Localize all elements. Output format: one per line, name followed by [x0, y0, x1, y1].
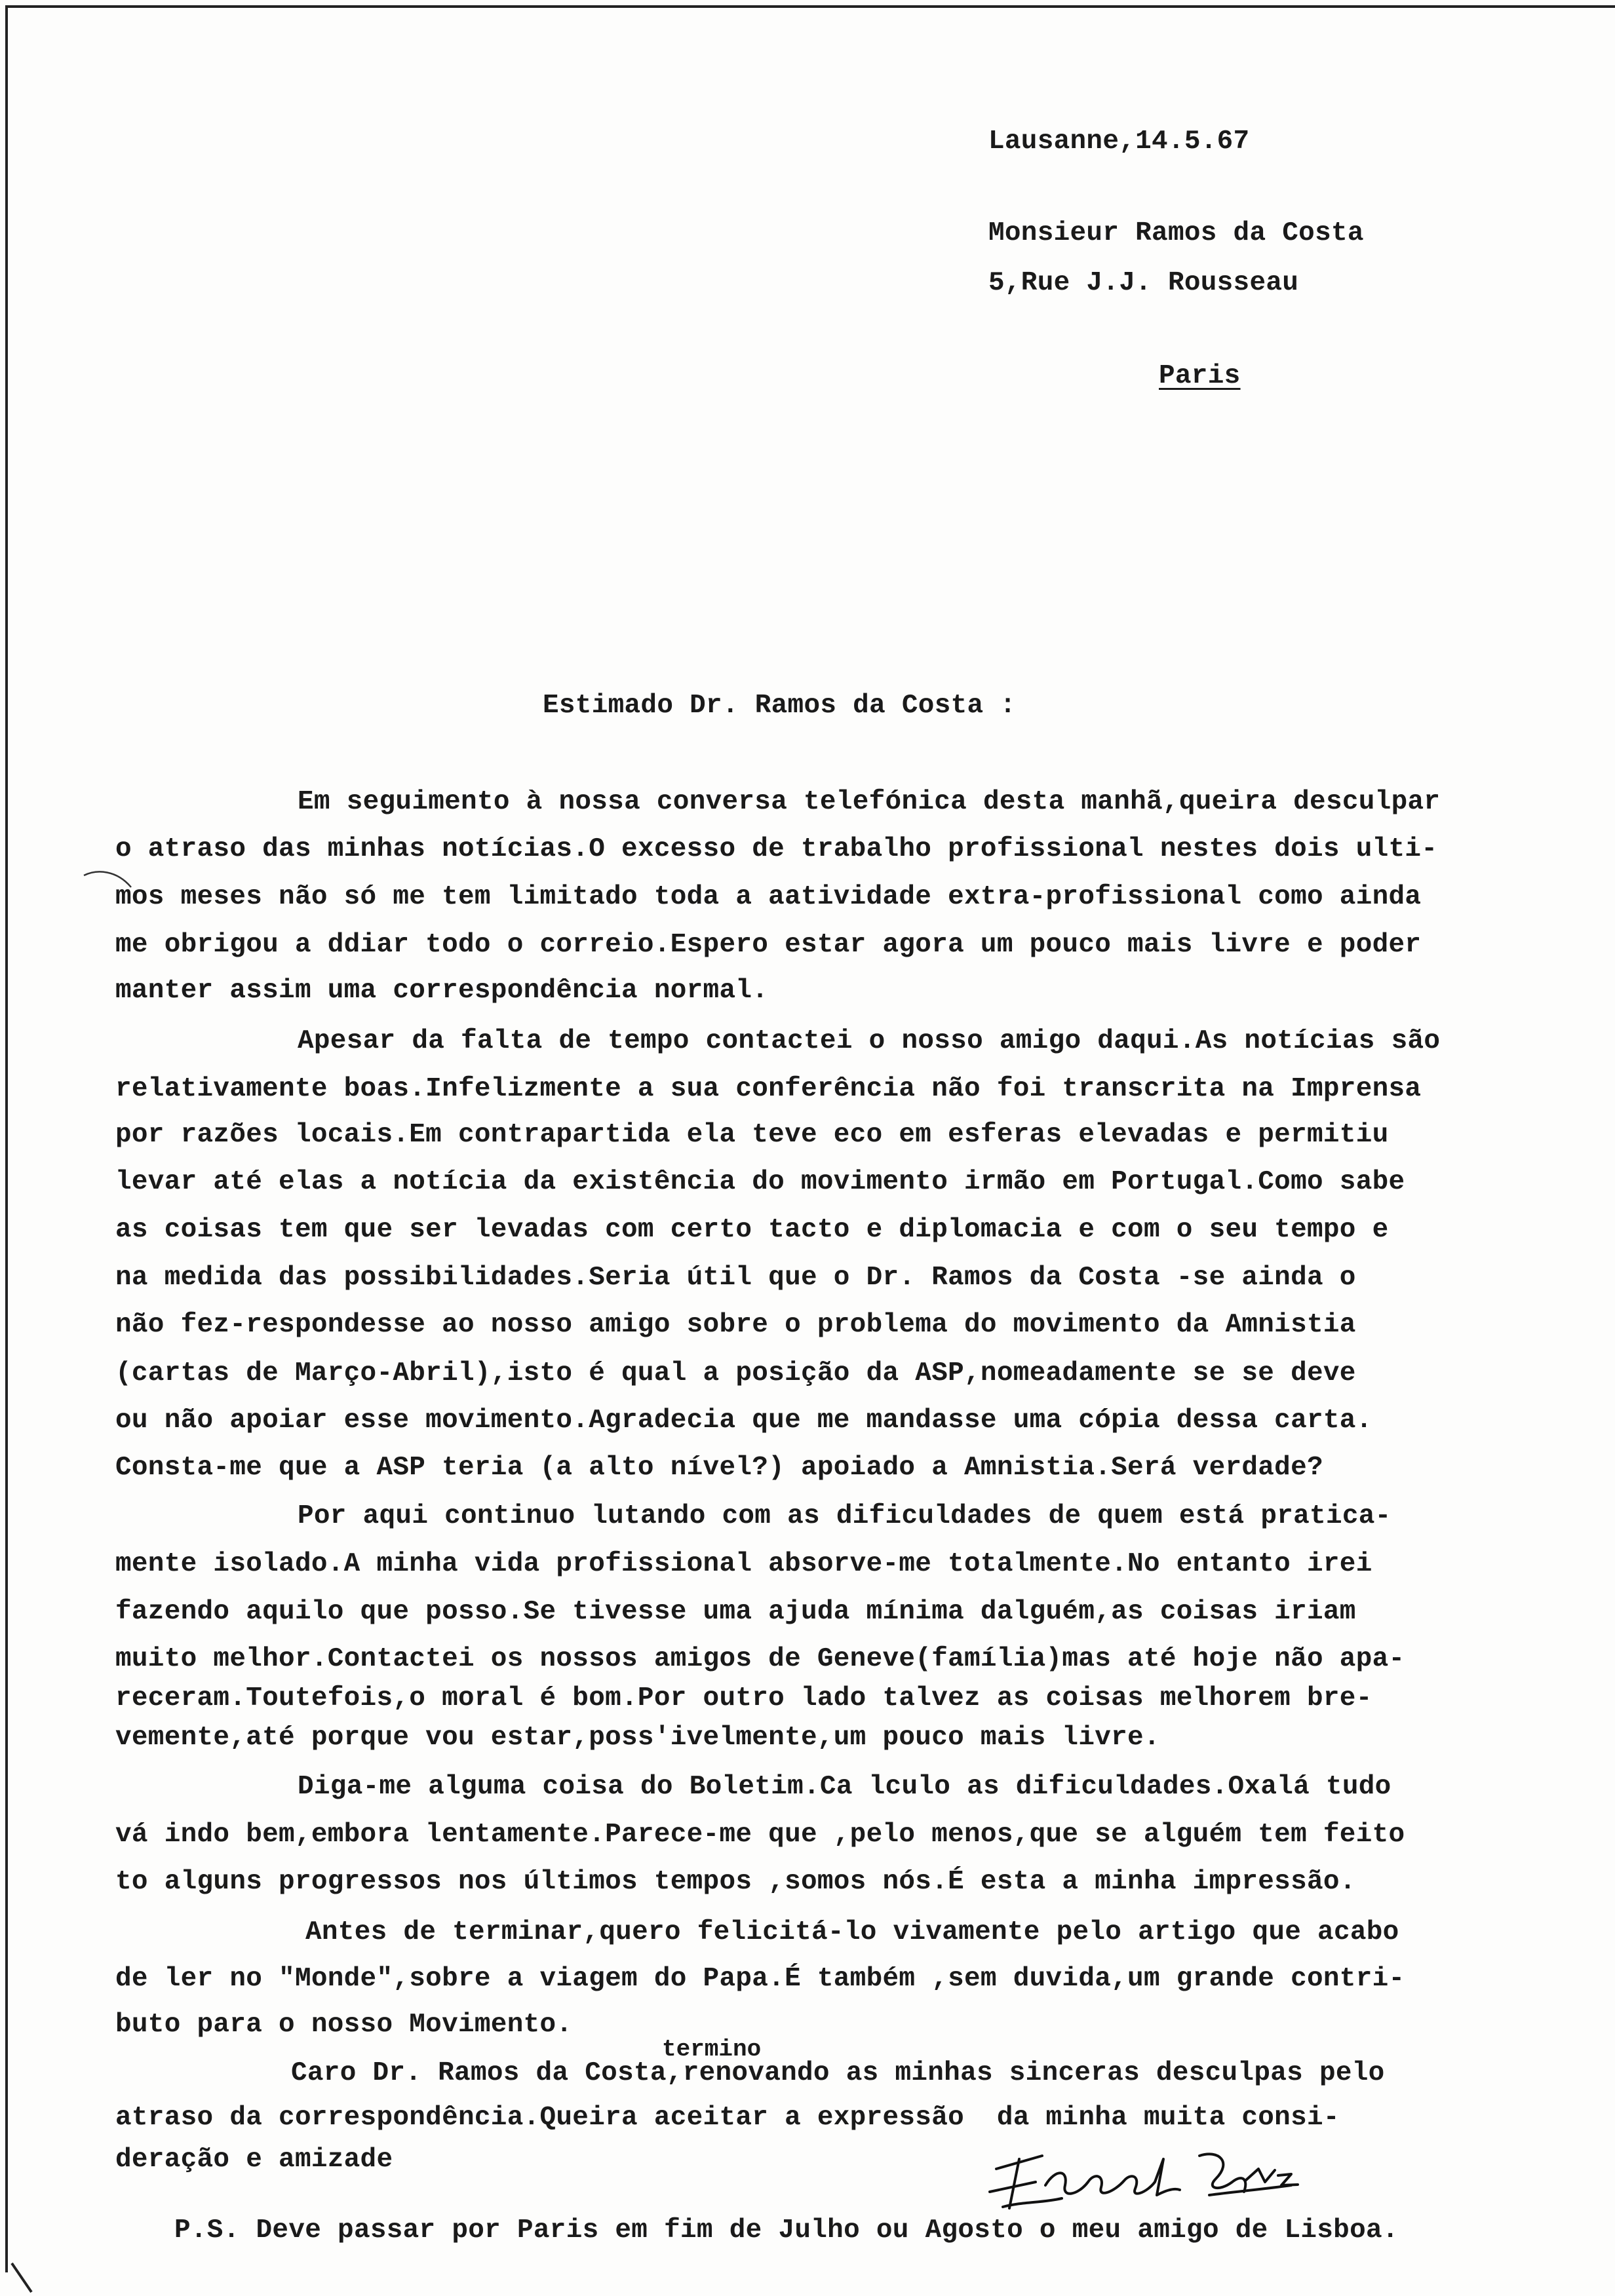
corner-scan-mark: [9, 2259, 35, 2296]
body-line: muito melhor.Contactei os nossos amigos de Geneve(família)mas até hoje não apa-: [115, 1644, 1405, 1674]
body-line: manter assim uma correspondência normal.: [115, 976, 769, 1006]
body-line: vemente,até porque vou estar,poss'ivelmente,um pouco mais livre.: [115, 1723, 1160, 1753]
body-line: levar até elas a notícia da existência do movimento irmão em Portugal.Como sabe: [115, 1167, 1405, 1197]
postscript: P.S. Deve passar por Paris em fim de Julho ou Agosto o meu amigo de Lisboa.: [174, 2215, 1399, 2246]
body-line: Apesar da falta de tempo contactei o nosso amigo daqui.As notícias são: [298, 1026, 1441, 1056]
body-line: não fez-respondesse ao nosso amigo sobre o problema do movimento da Amnistia: [115, 1310, 1356, 1340]
body-line: deração e amizade: [115, 2145, 393, 2175]
body-line: vá indo bem,embora lentamente.Parece-me que ,pelo menos,que se alguém tem feito: [115, 1820, 1405, 1850]
inserted-word: termino: [662, 2036, 762, 2063]
body-line: as coisas tem que ser levadas com certo tacto e diplomacia e com o seu tempo e: [115, 1215, 1389, 1245]
recipient-street: 5,Rue J.J. Rousseau: [988, 268, 1299, 298]
body-line: relativamente boas.Infelizmente a sua conferência não foi transcrita na Imprensa: [115, 1074, 1422, 1104]
body-line: ou não apoiar esse movimento.Agradecia que me mandasse uma cópia dessa carta.: [115, 1406, 1372, 1436]
body-line: buto para o nosso Movimento.: [115, 2010, 573, 2040]
scan-border-left: [5, 5, 8, 2272]
body-line: Em seguimento à nossa conversa telefónica desta manhã,queira desculpar: [298, 787, 1441, 817]
recipient-city: Paris: [1159, 361, 1241, 391]
body-line: (cartas de Março-Abril),isto é qual a posição da ASP,nomeadamente se se deve: [115, 1358, 1356, 1388]
body-line: por razões locais.Em contrapartida ela teve eco em esferas elevadas e permitiu: [115, 1120, 1389, 1150]
body-line: Consta-me que a ASP teria (a alto nível?) apoiado a Amnistia.Será verdade?: [115, 1453, 1323, 1483]
body-line: fazendo aquilo que posso.Se tivesse uma ajuda mínima dalguém,as coisas iriam: [115, 1597, 1356, 1627]
body-line: Antes de terminar,quero felicitá-lo vivamente pelo artigo que acabo: [305, 1917, 1399, 1947]
margin-bracket-mark: [77, 864, 136, 903]
body-line: me obrigou a ddiar todo o correio.Espero estar agora um pouco mais livre e poder: [115, 930, 1422, 960]
body-line: receram.Toutefois,o moral é bom.Por outro lado talvez as coisas melhorem bre-: [115, 1683, 1372, 1713]
body-line: na medida das possibilidades.Seria útil que o Dr. Ramos da Costa -se ainda o: [115, 1263, 1356, 1293]
body-line: Caro Dr. Ramos da Costa,renovando as minhas sinceras desculpas pelo: [291, 2058, 1385, 2088]
body-line: mente isolado.A minha vida profissional absorve-me totalmente.No entanto irei: [115, 1549, 1372, 1579]
scan-border-top: [5, 5, 1615, 8]
place-date: Lausanne,14.5.67: [988, 126, 1250, 157]
body-line: Por aqui continuo lutando com as dificuldades de quem está pratica-: [298, 1501, 1391, 1531]
body-line: atraso da correspondência.Queira aceitar a expressão da minha muita consi-: [115, 2103, 1340, 2133]
recipient-name: Monsieur Ramos da Costa: [988, 218, 1364, 248]
body-line: o atraso das minhas notícias.O excesso de trabalho profissional nestes dois ulti-: [115, 834, 1438, 864]
salutation: Estimado Dr. Ramos da Costa :: [543, 691, 1017, 721]
body-line: de ler no "Monde",sobre a viagem do Papa.É também ,sem duvida,um grande contri-: [115, 1964, 1405, 1994]
handwritten-signature: [983, 2130, 1324, 2221]
body-line: mos meses não só me tem limitado toda a aatividade extra-profissional como ainda: [115, 882, 1422, 912]
body-line: Diga-me alguma coisa do Boletim.Ca lculo as dificuldades.Oxalá tudo: [298, 1772, 1391, 1802]
body-line: to alguns progressos nos últimos tempos ,somos nós.É esta a minha impressão.: [115, 1867, 1356, 1897]
